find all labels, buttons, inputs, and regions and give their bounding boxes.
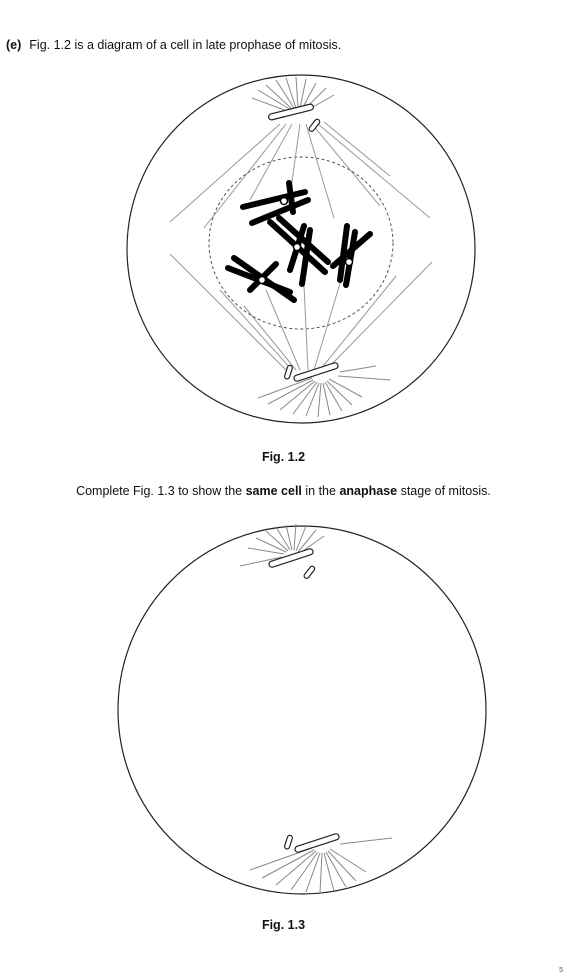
question-text: Fig. 1.2 is a diagram of a cell in late prophase of mitosis. [29,38,342,52]
instruction-middle: in the [301,484,340,498]
centromere-1 [281,198,288,205]
figure-1-2 [0,60,567,430]
question-part-label: (e) [6,38,22,52]
chromosome-2 [270,218,328,284]
centriole-bottom-short [284,365,293,380]
centriole-bottom-short-blank [284,835,293,850]
centromere-2 [294,244,301,251]
bottom-aster [258,366,390,417]
centromere-4 [259,277,266,284]
figure-1-2-caption: Fig. 1.2 [261,450,306,464]
chromosome-1 [243,183,308,223]
chromosome-3 [333,226,370,285]
bottom-aster-blank [250,838,392,893]
instruction-prefix: Complete Fig. 1.3 to show the [76,484,246,498]
cell-membrane-blank [118,526,486,894]
margin-mark: 5 [559,967,563,974]
figure-1-3-diagram[interactable] [0,520,567,900]
figure-1-3-caption: Fig. 1.3 [261,918,306,932]
figure-1-3 [0,520,567,900]
instruction-suffix: stage of mitosis. [397,484,491,498]
chromosomes [228,183,370,300]
figure-1-2-diagram [0,60,567,430]
centromere-3 [346,259,353,266]
centriole-bottom-long-blank [294,833,340,853]
instruction [0,484,567,498]
instruction-bold-1: same cell [245,484,302,498]
centriole-top-short-blank [303,565,316,579]
question-stem [6,38,341,52]
instruction-bold-2: anaphase [339,484,398,498]
top-aster [252,77,334,112]
